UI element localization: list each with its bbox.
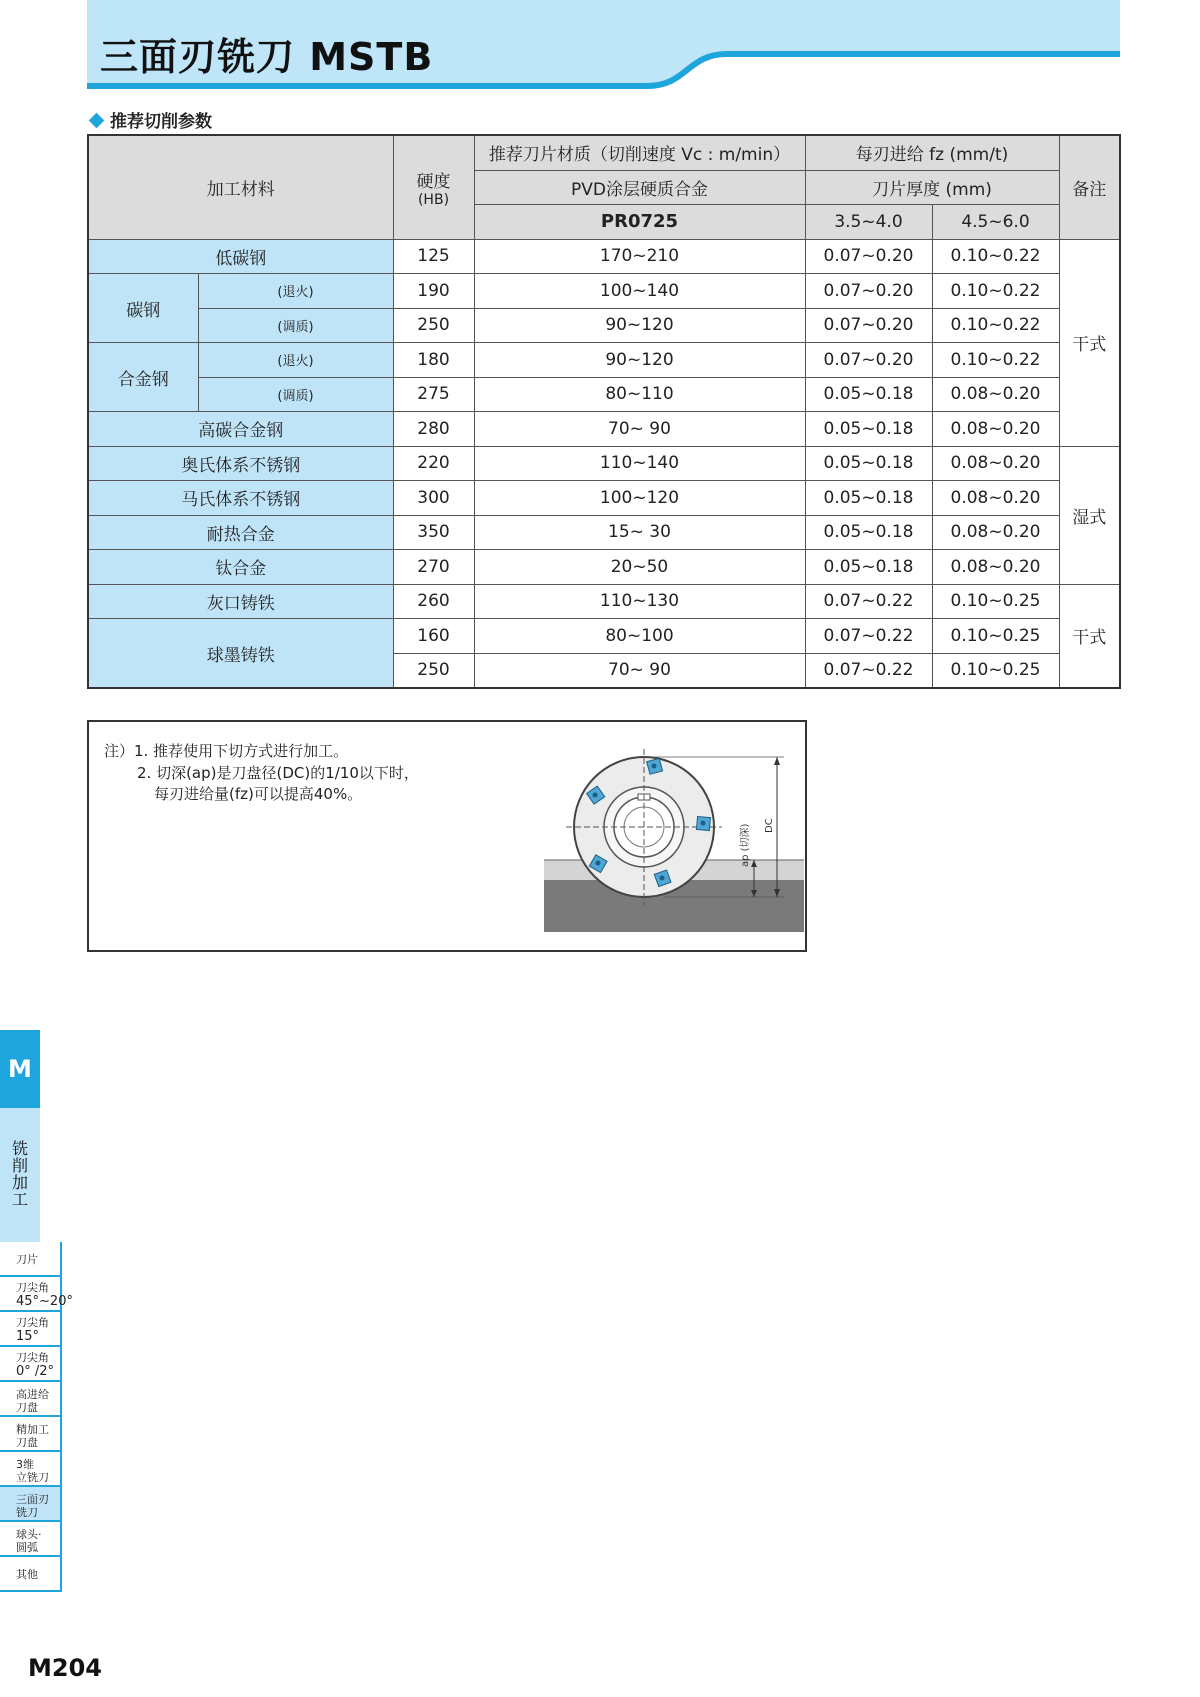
hardness-cell: 180 [393, 343, 474, 378]
table-row [88, 515, 1120, 550]
hardness-cell: 250 [393, 308, 474, 343]
feed-cell: 0.07~0.20 [805, 239, 932, 274]
header-feed-group: 每刃进给 fz (mm/t) [805, 135, 1059, 170]
hardness-cell: 280 [393, 412, 474, 447]
note-3: 每刃进给量(fz)可以提高40%。 [154, 785, 363, 803]
cutting-parameters-table [87, 134, 1121, 689]
hardness-cell: 220 [393, 446, 474, 481]
sidebar-item-angle-45[interactable]: 刀尖角 45°~20° [0, 1277, 62, 1312]
header-thickness: 刀片厚度 (mm) [805, 170, 1059, 205]
feed-cell: 0.05~0.18 [805, 550, 932, 585]
speed-cell: 110~140 [474, 446, 805, 481]
page-title: 三面刃铣刀 MSTB [100, 35, 434, 79]
sidebar-item-angle-15[interactable]: 刀尖角 15° [0, 1312, 62, 1347]
speed-cell: 70~ 90 [474, 653, 805, 688]
feed-cell: 0.10~0.22 [932, 274, 1059, 309]
table-row [88, 412, 1120, 447]
speed-cell: 110~130 [474, 584, 805, 619]
diamond-icon [89, 113, 105, 129]
feed-cell: 0.10~0.22 [932, 343, 1059, 378]
sidebar-item-3d-endmill[interactable]: 3维 立铣刀 [0, 1452, 62, 1487]
speed-cell: 90~120 [474, 343, 805, 378]
sidebar-item-side-milling[interactable]: 三面刃 铣刀 [0, 1487, 62, 1522]
material-cell: 低碳钢 [88, 239, 393, 274]
category-label: 铣削加工 [11, 1139, 28, 1209]
feed-cell: 0.05~0.18 [805, 481, 932, 516]
material-cell: 耐热合金 [88, 515, 393, 550]
feed-cell: 0.08~0.20 [932, 446, 1059, 481]
feed-cell: 0.10~0.25 [932, 584, 1059, 619]
header-grade-type: PVD涂层硬质合金 [474, 170, 805, 205]
note-1: 注）1. 推荐使用下切方式进行加工。 [104, 742, 349, 760]
hardness-cell: 250 [393, 653, 474, 688]
material-cell: 钛合金 [88, 550, 393, 585]
hardness-cell: 160 [393, 619, 474, 654]
material-cell: 高碳合金钢 [88, 412, 393, 447]
feed-cell: 0.10~0.25 [932, 619, 1059, 654]
feed-cell: 0.08~0.20 [932, 481, 1059, 516]
feed-cell: 0.10~0.25 [932, 653, 1059, 688]
table-row [88, 274, 1120, 309]
header-remark: 备注 [1059, 135, 1120, 239]
note-2: 2. 切深(ap)是刀盘径(DC)的1/10以下时， [137, 764, 419, 782]
sidebar-item-other[interactable]: 其他 [0, 1557, 62, 1592]
speed-cell: 80~100 [474, 619, 805, 654]
speed-cell: 70~ 90 [474, 412, 805, 447]
hardness-cell: 190 [393, 274, 474, 309]
header-hardness: 硬度 (HB) [393, 135, 474, 239]
hardness-cell: 275 [393, 377, 474, 412]
sidebar-item-inserts[interactable]: 刀片 [0, 1242, 62, 1277]
remark-cell: 干式 [1059, 584, 1120, 688]
sidebar-item-high-feed[interactable]: 高进给 刀盘 [0, 1382, 62, 1417]
dc-label: DC [764, 818, 775, 833]
feed-cell: 0.07~0.20 [805, 343, 932, 378]
header-thickness-1: 3.5~4.0 [805, 205, 932, 240]
hardness-cell: 300 [393, 481, 474, 516]
sidebar-item-ball-radius[interactable]: 球头· 圆弧 [0, 1522, 62, 1557]
header-thickness-2: 4.5~6.0 [932, 205, 1059, 240]
hardness-cell: 350 [393, 515, 474, 550]
feed-cell: 0.10~0.22 [932, 239, 1059, 274]
header-grade-group: 推荐刀片材质（切削速度 Vc : m/min） [474, 135, 805, 170]
speed-cell: 20~50 [474, 550, 805, 585]
table-row [88, 308, 1120, 343]
feed-cell: 0.07~0.22 [805, 653, 932, 688]
feed-cell: 0.05~0.18 [805, 446, 932, 481]
material-cell: 马氏体系不锈钢 [88, 481, 393, 516]
table-row [88, 377, 1120, 412]
feed-cell: 0.08~0.20 [932, 515, 1059, 550]
speed-cell: 100~120 [474, 481, 805, 516]
table-row [88, 239, 1120, 274]
material-sub-cell: (退火) [198, 274, 393, 309]
table-row [88, 481, 1120, 516]
hardness-cell: 125 [393, 239, 474, 274]
feed-cell: 0.08~0.20 [932, 377, 1059, 412]
page-number: M204 [28, 1654, 102, 1682]
sidebar-nav [0, 1242, 73, 1592]
section-tab-m[interactable]: M [0, 1030, 40, 1108]
sidebar-item-angle-0[interactable]: 刀尖角 0° /2° [0, 1347, 62, 1382]
material-cell: 球墨铸铁 [88, 619, 393, 689]
speed-cell: 170~210 [474, 239, 805, 274]
remark-cell: 干式 [1059, 239, 1120, 446]
material-cell: 奥氏体系不锈钢 [88, 446, 393, 481]
table-header-row [88, 135, 1120, 170]
material-sub-cell: (退火) [198, 343, 393, 378]
feed-cell: 0.08~0.20 [932, 550, 1059, 585]
feed-cell: 0.05~0.18 [805, 412, 932, 447]
feed-cell: 0.10~0.22 [932, 308, 1059, 343]
hardness-cell: 270 [393, 550, 474, 585]
feed-cell: 0.07~0.20 [805, 308, 932, 343]
sidebar-item-finishing[interactable]: 精加工 刀盘 [0, 1417, 62, 1452]
hardness-cell: 260 [393, 584, 474, 619]
speed-cell: 100~140 [474, 274, 805, 309]
table-row [88, 446, 1120, 481]
table-row [88, 584, 1120, 619]
feed-cell: 0.07~0.20 [805, 274, 932, 309]
feed-cell: 0.08~0.20 [932, 412, 1059, 447]
ap-label: ap (切深) [740, 823, 751, 867]
material-cell: 合金钢 [88, 343, 198, 412]
notes-box [87, 720, 807, 952]
material-cell: 碳钢 [88, 274, 198, 343]
material-cell: 灰口铸铁 [88, 584, 393, 619]
feed-cell: 0.05~0.18 [805, 515, 932, 550]
cutter-diagram [544, 737, 804, 932]
material-sub-cell: (调质) [198, 308, 393, 343]
feed-cell: 0.05~0.18 [805, 377, 932, 412]
feed-cell: 0.07~0.22 [805, 619, 932, 654]
remark-cell: 湿式 [1059, 446, 1120, 584]
header-grade: PR0725 [474, 205, 805, 240]
speed-cell: 90~120 [474, 308, 805, 343]
section-title: 推荐切削参数 [87, 107, 212, 132]
material-sub-cell: (调质) [198, 377, 393, 412]
header-material: 加工材料 [88, 135, 393, 239]
table-row [88, 343, 1120, 378]
feed-cell: 0.07~0.22 [805, 584, 932, 619]
table-row [88, 550, 1120, 585]
speed-cell: 15~ 30 [474, 515, 805, 550]
table-row [88, 619, 1120, 654]
speed-cell: 80~110 [474, 377, 805, 412]
